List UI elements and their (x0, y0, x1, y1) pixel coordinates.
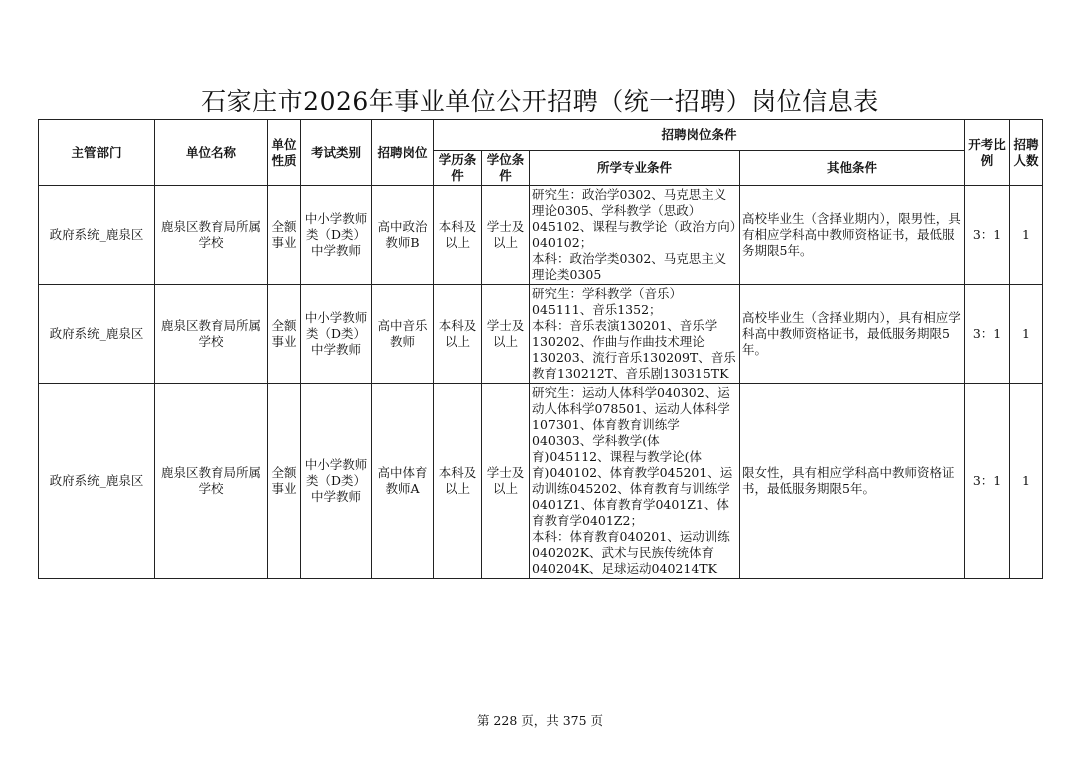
cell-edu: 本科及以上 (434, 186, 482, 285)
header-edu: 学历条件 (434, 151, 482, 186)
cell-post: 高中音乐教师 (372, 285, 434, 384)
cell-major: 研究生：学科教学（音乐）045111、音乐1352； 本科：音乐表演130201、音乐学130202、作曲与作曲技术理论130203、流行音乐130209T、音乐教育130212T、音乐剧130315TK (530, 285, 740, 384)
cell-other: 限女性，具有相应学科高中教师资格证书，最低服务期限5年。 (740, 384, 965, 579)
cell-nature: 全额事业 (268, 384, 301, 579)
cell-degree: 学士及以上 (482, 285, 530, 384)
cell-unit: 鹿泉区教育局所属学校 (155, 384, 268, 579)
cell-ratio: 3：1 (965, 384, 1010, 579)
cell-post: 高中政治教师B (372, 186, 434, 285)
header-post: 招聘岗位 (372, 120, 434, 186)
cell-exam: 中小学教师类（D类）中学教师 (301, 186, 372, 285)
cell-count: 1 (1010, 285, 1043, 384)
header-count: 招聘人数 (1010, 120, 1043, 186)
cell-dept: 政府系统_鹿泉区 (39, 384, 155, 579)
header-other: 其他条件 (740, 151, 965, 186)
cell-unit: 鹿泉区教育局所属学校 (155, 186, 268, 285)
cell-nature: 全额事业 (268, 186, 301, 285)
table-row (39, 384, 1043, 579)
cell-nature: 全额事业 (268, 285, 301, 384)
cell-other: 高校毕业生（含择业期内），限男性，具有相应学科高中教师资格证书，最低服务期限5年。 (740, 186, 965, 285)
page-title: 石家庄市2026年事业单位公开招聘（统一招聘）岗位信息表 (201, 87, 879, 116)
cell-count: 1 (1010, 186, 1043, 285)
table-row (39, 285, 1043, 384)
header-dept: 主管部门 (39, 120, 155, 186)
cell-ratio: 3：1 (965, 186, 1010, 285)
cell-post: 高中体育教师A (372, 384, 434, 579)
header-degree: 学位条件 (482, 151, 530, 186)
cell-count: 1 (1010, 384, 1043, 579)
cell-degree: 学士及以上 (482, 384, 530, 579)
cell-degree: 学士及以上 (482, 186, 530, 285)
cell-exam: 中小学教师类（D类）中学教师 (301, 384, 372, 579)
cell-unit: 鹿泉区教育局所属学校 (155, 285, 268, 384)
cell-dept: 政府系统_鹿泉区 (39, 285, 155, 384)
table-row (39, 186, 1043, 285)
header-unit: 单位名称 (155, 120, 268, 186)
header-major: 所学专业条件 (530, 151, 740, 186)
cell-other: 高校毕业生（含择业期内），具有相应学科高中教师资格证书，最低服务期限5年。 (740, 285, 965, 384)
header-conditions: 招聘岗位条件 (434, 120, 965, 151)
cell-major: 研究生：运动人体科学040302、运动人体科学078501、运动人体科学107301、体育教育训练学040303、学科教学(体育)045112、课程与教学论(体育)040102、体育教学045201、运动训练045202、体育教育与训练学0401Z1、体育教育学0401Z1、体育教育学0401Z2； 本科：体育教育040201、运动训练040202K、武术与民族传统体育040204K、足球运动040214TK (530, 384, 740, 579)
cell-dept: 政府系统_鹿泉区 (39, 186, 155, 285)
header-exam: 考试类别 (301, 120, 372, 186)
cell-exam: 中小学教师类（D类）中学教师 (301, 285, 372, 384)
cell-edu: 本科及以上 (434, 285, 482, 384)
cell-edu: 本科及以上 (434, 384, 482, 579)
cell-major: 研究生：政治学0302、马克思主义理论0305、学科教学（思政）045102、课程与教学论（政治方向）040102； 本科：政治学类0302、马克思主义理论类0305 (530, 186, 740, 285)
cell-ratio: 3：1 (965, 285, 1010, 384)
header-nature: 单位性质 (268, 120, 301, 186)
recruitment-table (38, 119, 1043, 579)
page-footer: 第 228 页，共 375 页 (476, 713, 604, 728)
header-ratio: 开考比例 (965, 120, 1010, 186)
